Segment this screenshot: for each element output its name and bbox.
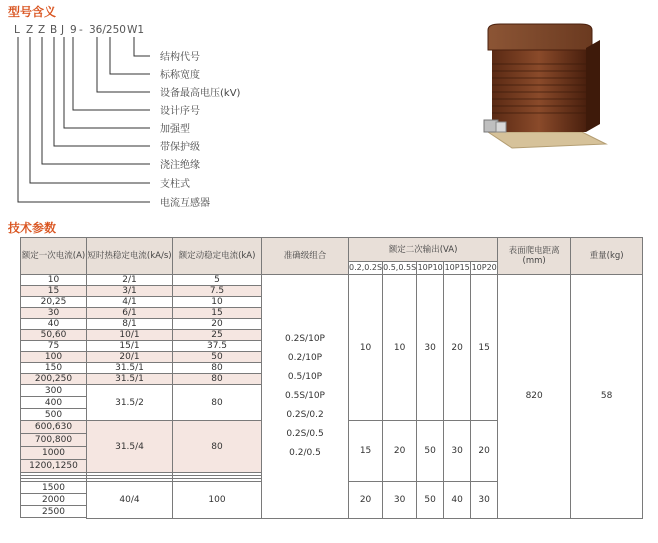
subheader-va-0: 0.2,0.2S bbox=[349, 262, 383, 275]
header-creepage: 表面爬电距离(mm) bbox=[498, 238, 571, 275]
label-reinforced: 加强型 bbox=[160, 124, 190, 135]
table-cell: 3/1 bbox=[87, 286, 173, 297]
header-thermal: 短时热稳定电流(kA/s) bbox=[87, 238, 173, 275]
label-post-type: 支柱式 bbox=[160, 179, 190, 190]
table-cell: 31.5/4 bbox=[87, 421, 173, 473]
table-cell: 1000 bbox=[21, 447, 87, 460]
code-char-4: B bbox=[50, 24, 58, 36]
table-cell: 20/1 bbox=[87, 352, 173, 363]
cell-creepage: 820 bbox=[498, 275, 571, 519]
cell-va-g3-2: 50 bbox=[417, 482, 444, 519]
table-cell: 150 bbox=[21, 363, 87, 374]
label-current-transformer: 电流互感器 bbox=[160, 198, 210, 209]
code-char-1: L bbox=[14, 24, 20, 36]
table-cell: 31.5/1 bbox=[87, 374, 173, 385]
model-meaning-title: 型号含义 bbox=[8, 5, 57, 19]
table-cell: 75 bbox=[21, 341, 87, 352]
cell-va-g1-0: 10 bbox=[349, 275, 383, 421]
code-char-6: 9 bbox=[70, 24, 77, 36]
cell-dynamic: 5 bbox=[173, 275, 262, 286]
table-row bbox=[21, 275, 643, 286]
table-cell: 80 bbox=[173, 363, 262, 374]
table-cell: 80 bbox=[173, 385, 262, 421]
cell-va-g1-4: 15 bbox=[471, 275, 498, 421]
code-char-2: Z bbox=[26, 24, 34, 36]
cell-va-g3-0: 20 bbox=[349, 482, 383, 519]
table-cell: 40 bbox=[21, 319, 87, 330]
subheader-va-3: 10P15 bbox=[444, 262, 471, 275]
cell-va-g3-4: 30 bbox=[471, 482, 498, 519]
table-cell: 50,60 bbox=[21, 330, 87, 341]
label-design-number: 设计序号 bbox=[160, 106, 200, 117]
table-cell: 4/1 bbox=[87, 297, 173, 308]
table-cell: 15 bbox=[21, 286, 87, 297]
table-cell: 8/1 bbox=[87, 319, 173, 330]
table-cell: 1500 bbox=[21, 482, 87, 494]
table-cell: 40/4 bbox=[87, 482, 173, 519]
accuracy-value: 0.5S/10P bbox=[285, 390, 325, 401]
table-cell: 25 bbox=[173, 330, 262, 341]
cell-va-g2-2: 50 bbox=[417, 421, 444, 482]
table-cell: 10/1 bbox=[87, 330, 173, 341]
cell-va-g1-1: 10 bbox=[383, 275, 417, 421]
accuracy-value: 0.2S/0.2 bbox=[286, 409, 324, 420]
cell-va-g2-3: 30 bbox=[444, 421, 471, 482]
accuracy-value: 0.2/10P bbox=[287, 352, 323, 363]
table-cell: 31.5/2 bbox=[87, 385, 173, 421]
cell-va-g3-3: 40 bbox=[444, 482, 471, 519]
accuracy-value: 0.2S/10P bbox=[285, 333, 325, 344]
table-cell: 700,800 bbox=[21, 434, 87, 447]
table-cell: 600,630 bbox=[21, 421, 87, 434]
table-cell: 200,250 bbox=[21, 374, 87, 385]
model-code-diagram bbox=[0, 0, 330, 215]
subheader-va-2: 10P10 bbox=[417, 262, 444, 275]
table-cell: 37.5 bbox=[173, 341, 262, 352]
table-cell: 80 bbox=[173, 374, 262, 385]
table-cell: 20 bbox=[173, 319, 262, 330]
cell-va-g2-4: 20 bbox=[471, 421, 498, 482]
table-cell: 15/1 bbox=[87, 341, 173, 352]
table-cell: 7.5 bbox=[173, 286, 262, 297]
cell-va-g2-0: 15 bbox=[349, 421, 383, 482]
table-cell: 30 bbox=[21, 308, 87, 319]
accuracy-value: 0.2/0.5 bbox=[289, 447, 321, 458]
subheader-va-1: 0.5,0.5S bbox=[383, 262, 417, 275]
label-cast-insulation: 浇注绝缘 bbox=[160, 160, 200, 171]
header-secondary: 额定二次输出(VA) bbox=[349, 238, 498, 262]
cell-va-g3-1: 30 bbox=[383, 482, 417, 519]
table-cell: 2500 bbox=[21, 506, 87, 518]
spec-table bbox=[20, 237, 643, 519]
table-cell: 80 bbox=[173, 421, 262, 473]
table-cell: 1200,1250 bbox=[21, 460, 87, 473]
cell-weight: 58 bbox=[571, 275, 643, 519]
table-cell: 31.5/1 bbox=[87, 363, 173, 374]
code-char-8: 36/250 bbox=[89, 24, 126, 36]
cell-accuracy-group bbox=[262, 275, 349, 519]
cell-va-g1-2: 30 bbox=[417, 275, 444, 421]
subheader-va-4: 10P20 bbox=[471, 262, 498, 275]
cell-va-g1-3: 20 bbox=[444, 275, 471, 421]
table-cell: 6/1 bbox=[87, 308, 173, 319]
code-char-9: W1 bbox=[127, 24, 145, 36]
table-cell: 300 bbox=[21, 385, 87, 397]
table-cell: 100 bbox=[21, 352, 87, 363]
label-structure-code: 结构代号 bbox=[160, 52, 200, 63]
accuracy-value: 0.5/10P bbox=[287, 371, 323, 382]
code-char-5: J bbox=[61, 24, 65, 36]
header-accuracy: 准确级组合 bbox=[262, 238, 349, 275]
header-rated-primary: 额定一次电流(A) bbox=[21, 238, 87, 275]
header-dynamic: 额定动稳定电流(kA) bbox=[173, 238, 262, 275]
table-cell: 15 bbox=[173, 308, 262, 319]
code-char-3: Z bbox=[38, 24, 46, 36]
cell-primary: 10 bbox=[21, 275, 87, 286]
technical-params-title: 技术参数 bbox=[8, 221, 57, 235]
header-weight: 重量(kg) bbox=[571, 238, 643, 275]
cell-thermal: 2/1 bbox=[87, 275, 173, 286]
table-cell: 500 bbox=[21, 409, 87, 421]
transformer-product-image bbox=[470, 20, 620, 160]
cell-va-g2-1: 20 bbox=[383, 421, 417, 482]
label-nominal-width: 标称宽度 bbox=[160, 70, 200, 81]
table-cell: 10 bbox=[173, 297, 262, 308]
label-protection: 带保护级 bbox=[160, 142, 200, 153]
table-cell: 50 bbox=[173, 352, 262, 363]
table-cell: 20,25 bbox=[21, 297, 87, 308]
accuracy-value: 0.2S/0.5 bbox=[286, 428, 324, 439]
table-cell: 400 bbox=[21, 397, 87, 409]
label-max-voltage: 设备最高电压(kV) bbox=[160, 88, 241, 99]
code-char-7: - bbox=[79, 24, 83, 36]
table-cell: 2000 bbox=[21, 494, 87, 506]
table-cell: 100 bbox=[173, 482, 262, 519]
